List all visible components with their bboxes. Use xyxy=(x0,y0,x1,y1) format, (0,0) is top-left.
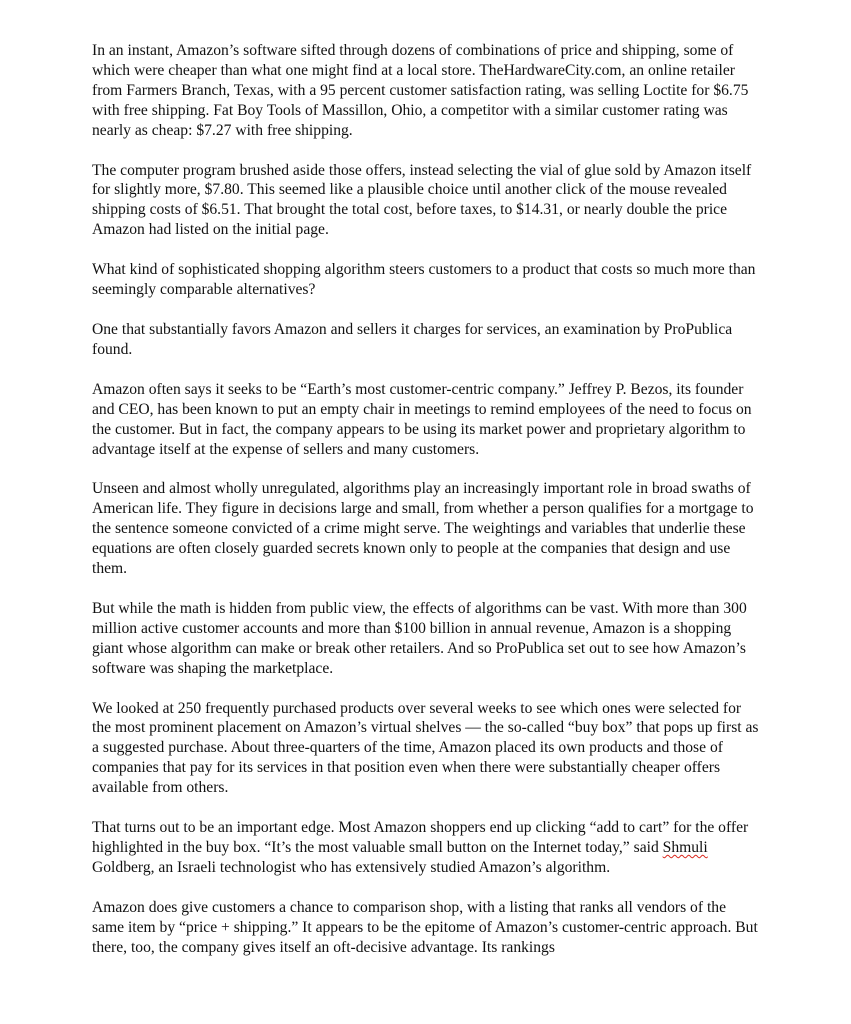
paragraph-7: But while the math is hidden from public view, the effects of algorithms can be vast. With more than 300 million active customer accounts and more than $100 billion in annual revenue, Amazon is a shopping giant whose algorithm can make or break other retailers. And so ProPublica set out to see how Amazon’s software was shaping the marketplace. xyxy=(92,599,747,677)
paragraph-9-text-after: Goldberg, an Israeli technologist who has extensively studied Amazon’s algorithm. xyxy=(92,858,611,876)
paragraph-5: Amazon often says it seeks to be “Earth’s most customer-centric company.” Jeffrey P. Bezos, its founder and CEO, has been known to put an empty chair in meetings to remind employees of the need to focus on the customer. But in fact, the company appears to be using its market power and proprietary algorithm to advantage itself at the expense of sellers and many customers. xyxy=(92,380,752,458)
paragraph-2: The computer program brushed aside those offers, instead selecting the vial of glue sold by Amazon itself for slightly more, $7.80. This seemed like a plausible choice until another click of the mouse revealed shipping costs of $6.51. That brought the total cost, before taxes, to $14.31, or nearly double the price Amazon had listed on the initial page. xyxy=(92,161,752,239)
paragraph-3: What kind of sophisticated shopping algorithm steers customers to a product that costs so much more than seemingly comparable alternatives? xyxy=(92,261,756,299)
paragraph-10: Amazon does give customers a chance to comparison shop, with a listing that ranks all vendors of the same item by “price + shipping.” It appears to be the epitome of Amazon’s customer-centric approach. But there, too, the company gives itself an oft-decisive advantage. Its rankings xyxy=(92,898,758,956)
paragraph-1: In an instant, Amazon’s software sifted through dozens of combinations of price and shipping, some of which were cheaper than what one might find at a local store. TheHardwareCity.com, an online retailer from Farmers Branch, Texas, with a 95 percent customer satisfaction rating, was selling Loctite for $6.75 with free shipping. Fat Boy Tools of Massillon, Ohio, a competitor with a similar customer rating was nearly as cheap: $7.27 with free shipping. xyxy=(92,42,749,139)
paragraph-9-text-before: That turns out to be an important edge. Most Amazon shoppers end up clicking “add to cart” for the offer highlighted in the buy box. “It’s the most valuable small button on the Internet today,” said xyxy=(92,819,749,856)
paragraph-6: Unseen and almost wholly unregulated, algorithms play an increasingly important role in broad swaths of American life. They figure in decisions large and small, from whether a person qualifies for a mortgage to the sentence someone convicted of a crime might serve. The weightings and variables that underlie these equations are often closely guarded secrets known only to people at the companies that design and use them. xyxy=(92,480,754,578)
document-page xyxy=(92,41,760,978)
paragraph-4: One that substantially favors Amazon and sellers it charges for services, an examination by ProPublica found. xyxy=(92,320,733,358)
paragraph-8: We looked at 250 frequently purchased products over several weeks to see which ones were selected for the most prominent placement on Amazon’s virtual shelves — the so-called “buy box” that pops up first as a suggested purchase. About three-quarters of the time, Amazon placed its own products and those of companies that pay for its services in that position even when there were substantially cheaper offers available from others. xyxy=(92,699,759,797)
paragraph-9 xyxy=(92,818,760,878)
spellcheck-flagged-word[interactable]: Shmuli xyxy=(662,839,708,856)
